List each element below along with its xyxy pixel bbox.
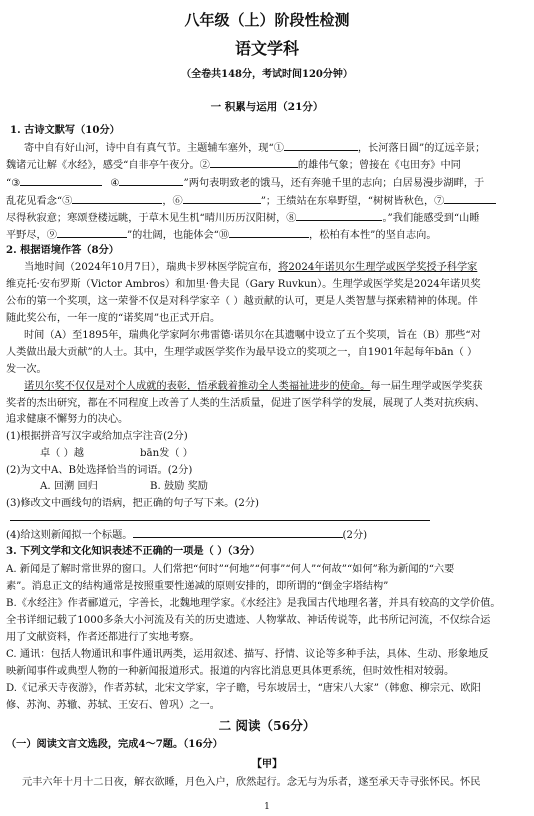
passage-jia-label: 【甲】 (251, 758, 283, 770)
q1-title: 1. 古诗文默写（10分） (10, 124, 120, 136)
answer-blank-1 (284, 140, 358, 151)
q2-para-10: 追求健康不懈努力的决心。 (6, 414, 129, 425)
q2-sub-3: (3)修改文中画线句的语病，把正确的句子写下来。(2分) (6, 498, 259, 509)
q2-para-6: 人类做出最大贡献”的人士。其中，生理学或医学奖作为最早设立的奖项之一，自1901年起每年bān（ ） (6, 347, 478, 358)
q2-sub-1: (1)根据拼音写汉字或给加点字注音(2分) (6, 431, 188, 442)
q2-para-7: 发一次。 (6, 364, 47, 375)
answer-blank-5 (72, 193, 162, 204)
q2-sub-2-a: A. 回溯 回归 (40, 481, 98, 492)
answer-blank-4 (119, 175, 183, 186)
q1-line-5: 尽得秋寂意；寒颂登楼远眺，于草木见生机“晴川历历汉阳树，⑧ 。”我们能感受到“山睡 (6, 210, 479, 225)
section-1-heading: 一 积累与运用（21分） (210, 101, 324, 113)
q2-sub-2: (2)为文中A、B处选择恰当的词语。(2分) (6, 465, 193, 476)
q2-title: 2. 根据语境作答（8分） (6, 244, 119, 256)
q3-option-d-2: 修、苏洵、苏辙、苏轼、王安石、曾巩）之一。 (6, 700, 220, 711)
q3-option-b-2: 全书详细记载了1000多条大小河流及有关的历史遗迹、人物掌故、神话传说等，此书所记河流，不仅综合运 (6, 615, 491, 626)
q3-option-a-2: 素”。消息正文的结构通常是按照重要性递减的原则安排的，即所谓的“倒金字塔结构” (6, 581, 389, 592)
section-2-subheading: （一）阅读文言文选段，完成4～7题。（16分） (6, 738, 223, 750)
q2-para-3: 公布的第一个奖项，这一荣誉不仅是对科学家辛（ ）越贡献的认可，更是人类智慧与探索精神的体现。伴 (6, 296, 478, 307)
answer-line-3 (10, 520, 430, 521)
q1-line-4: 乱花见看念“⑤ ，⑥ ”；王绩站在东皋野望，“树树皆秋色，⑦ (6, 193, 496, 208)
exam-info: （全卷共148分，考试时间120分钟） (181, 69, 353, 80)
page-number: 1 (264, 802, 270, 812)
q2-para-9: 奖者的杰出研究，都在不同程度上改善了人类的生活质量，促进了医学科学的发展，展现了人类对抗疾病、 (6, 398, 485, 409)
q2-sub-4: (4)给这则新闻拟一个标题。 (2分) (6, 527, 367, 542)
answer-blank-7 (444, 193, 496, 204)
q1-line-6: 平野尽，⑨ ”的壮阔，也能体会“⑩ ，松柏有本性”的坚自志向。 (6, 227, 437, 242)
q2-para-5: 时间（A）至1895年，瑞典化学家阿尔弗雷德·诺贝尔在其遗嘱中设立了五个奖项，旨在（B）那些“对 (24, 330, 481, 341)
q2-para-4: 随此奖公布，一年一度的“诺奖周”也正式开启。 (6, 313, 221, 324)
q2-sub-2-b: B. 鼓励 奖励 (150, 481, 208, 492)
q3-option-c-2: 映新闻事件或典型人物的一种新闻报道形式。报道的内容比消息更具体更系统，但时效性相对较弱。 (6, 666, 455, 677)
answer-blank-8 (296, 210, 382, 221)
q2-para-2: 维克托·安布罗斯（Victor Ambros）和加里·鲁夫昆（Gary Ruvkun）。生理学或医学奖是2024年诺贝奖 (6, 279, 481, 290)
q1-line-2: 魏诸元让解《水经》，感受“自非亭午夜分。② 的雄伟气象；曾接在《屯田夯》中同 (6, 157, 461, 172)
q3-option-b-3: 用了文献资料，作者还都进行了实地考察。 (6, 632, 200, 643)
answer-blank-3 (20, 175, 102, 186)
exam-title: 八年级（上）阶段性检测 (184, 11, 350, 29)
q3-title: 3. 下列文学和文化知识表述不正确的一项是（ ）（3分） (6, 545, 261, 557)
q1-line-1: 寄中自有好山河，诗中自有真气节。主题辅车塞外，现“① ，长河落日圆”的辽远辛景； (24, 140, 485, 155)
answer-blank-10 (229, 227, 309, 238)
q3-option-c-1: C. 通讯：包括人物通讯和事件通讯两类，运用叙述、描写、抒情、议论等多种手法，具体、生动、形象地反 (6, 649, 489, 660)
q3-option-d-1: D.《记承天寺夜游》，作者苏轼，北宋文学家，字子瞻，号东坡居士，“唐宋八大家”（韩愈、柳宗元、欧阳 (6, 683, 481, 694)
q1-line-3: “③ ④ ”两句表明致老的饿马，还有奔驰千里的志向；白居易漫步湖畔，于 (6, 175, 484, 190)
answer-blank-2 (210, 157, 298, 168)
q2-para-8: 诺贝尔奖不仅仅是对个人成就的表彰，悟承载着推动全人类福祉进步的使命。每一届生理学或医学奖获 (24, 381, 483, 392)
subject-title: 语文学科 (234, 39, 299, 58)
q2-sub-1-a: 卓（ ）越 (40, 448, 84, 459)
q2-sub-1-b: bān发（ ） (140, 448, 193, 459)
section-2-heading: 二 阅读（56分） (218, 718, 316, 733)
q3-option-b-1: B.《水经注》作者郦道元，字善长，北魏地理学家。《水经注》是我国古代地理名著，并具有较高的文学价值。 (6, 598, 501, 609)
answer-blank-6 (183, 193, 261, 204)
q3-option-a-1: A. 新闻是了解时常世界的窗口。人们常把“何时”“何地”“何事”“何人”“何故”“如何”称为新闻的“六要 (6, 564, 455, 575)
q2-para-1: 当地时间（2024年10月7日），瑞典卡罗林医学院宣布，将2024年诺贝尔生理学或医学奖授予科学家 (24, 262, 478, 273)
answer-blank-title (133, 527, 343, 538)
answer-blank-9 (57, 227, 127, 238)
passage-jia-text: 元丰六年十月十二日夜，解衣欲睡，月色入户，欣然起行。念无与为乐者，遂至承天寺寻张怀民。怀民 (22, 777, 481, 788)
